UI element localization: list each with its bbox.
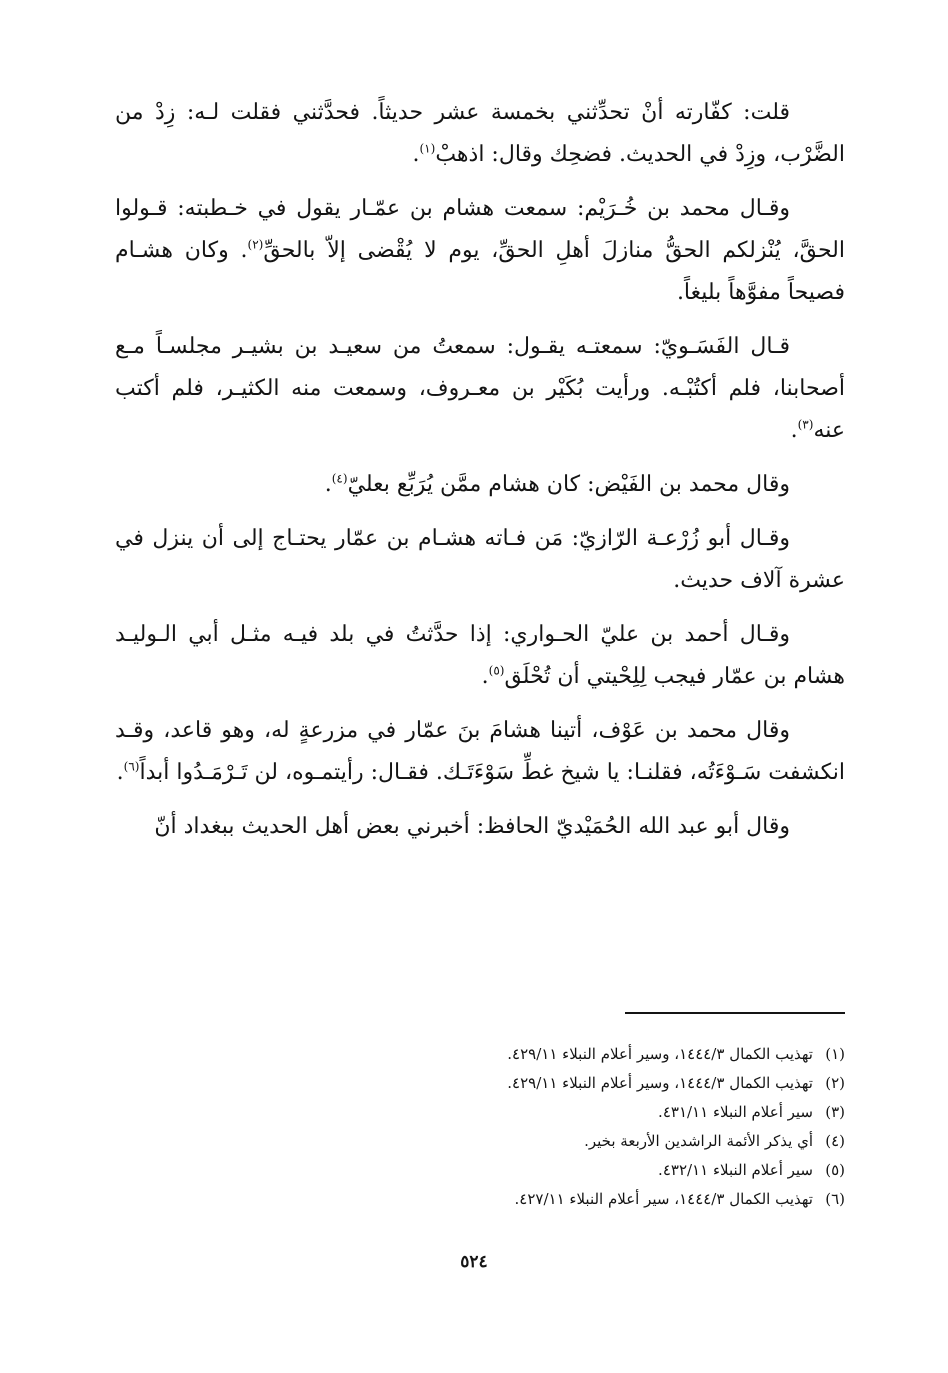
paragraph-tail: . <box>324 472 332 497</box>
footnote-ref-6: (٦) <box>123 759 140 774</box>
footnote-divider <box>625 1012 845 1014</box>
footnote-text: تهذيب الكمال ١٤٤٤/٣، سير أعلام النبلاء ٤٢٧/١١. <box>514 1190 813 1208</box>
footnote-item <box>300 1156 845 1185</box>
footnote-number: (٤) <box>825 1132 845 1150</box>
footnote-text: تهذيب الكمال ١٤٤٤/٣، وسير أعلام النبلاء ٤٢٩/١١. <box>507 1074 813 1092</box>
footnote-text: أي يذكر الأئمة الراشدين الأربعة بخير. <box>584 1132 813 1150</box>
paragraph-text: وقال أبو عبد الله الحُمَيْديّ الحافظ: أخبرني بعض أهل الحديث ببغداد أنّ <box>154 814 790 839</box>
paragraph-7 <box>115 710 845 794</box>
paragraph-2 <box>115 188 845 314</box>
footnote-number: (٥) <box>825 1161 845 1179</box>
footnote-item <box>300 1098 845 1127</box>
footnote-ref-4: (٤) <box>331 471 348 486</box>
footnote-item <box>300 1069 845 1098</box>
paragraph-1 <box>115 92 845 176</box>
footnote-item <box>300 1185 845 1214</box>
paragraph-tail: . <box>412 142 420 167</box>
footnote-ref-1: (١) <box>419 141 436 156</box>
footnote-ref-3: (٣) <box>797 417 814 432</box>
footnote-text: سير أعلام النبلاء ٤٣١/١١. <box>658 1103 813 1121</box>
paragraph-8 <box>115 806 845 848</box>
footnote-ref-5: (٥) <box>488 663 505 678</box>
footnote-item <box>300 1127 845 1156</box>
paragraph-4 <box>115 464 845 506</box>
paragraph-text: قـال الفَسَـويّ: سمعتـه يقـول: سمعتُ من سعيـد بن بشيـر مجلسـاً مـع أصحابنا، فلم أكتُبْـه. ورأيت بُكَيْر بن معـروف، وسمعت منه الكثيـر، فلم أكتب عنه <box>115 334 845 443</box>
footnote-number: (٢) <box>825 1074 845 1092</box>
paragraph-text: قلت: كفّارته أنْ تحدِّثني بخمسة عشر حديثاً. فحدَّثني فقلت لـه: زِدْ من الضَّرْب، وزِدْ في الحديث. فضحِك وقال: اذهبْ <box>115 100 845 167</box>
main-text <box>115 92 845 848</box>
footnote-text: سير أعلام النبلاء ٤٣٢/١١. <box>658 1161 813 1179</box>
paragraph-6 <box>115 614 845 698</box>
page-number: ٥٢٤ <box>460 1252 488 1272</box>
footnote-number: (١) <box>825 1045 845 1063</box>
footnote-ref-2: (٢) <box>247 237 264 252</box>
paragraph-text: وقـال أبو زُرْعـة الرّازيّ: مَن فـاته هشـام بن عمّار يحتـاج إلى أن ينزل في عشرة آلاف حديث. <box>115 526 845 593</box>
paragraph-text: وقال محمد بن عَوْف، أتينا هشامَ بنَ عمّار في مزرعةٍ له، وهو قاعد، وقـد انكشفت سَـوْءَتُه، فقلنـا: يا شيخ غطِّ سَوْءَتَـك. فقـال: رأيتمـوه، لن تَـرْمَـدُوا أبداً <box>115 718 845 785</box>
footnote-number: (٦) <box>825 1190 845 1208</box>
paragraph-tail: . <box>790 418 798 443</box>
paragraph-text: وقال محمد بن الفَيْض: كان هشام ممَّن يُرَبِّع بعليّ <box>347 472 790 497</box>
paragraph-5 <box>115 518 845 602</box>
paragraph-tail: . <box>116 760 124 785</box>
paragraph-tail: . <box>481 664 489 689</box>
footnote-text: تهذيب الكمال ١٤٤٤/٣، وسير أعلام النبلاء ٤٢٩/١١. <box>507 1045 813 1063</box>
footnotes-list <box>300 1040 845 1214</box>
paragraph-tail: . وكان هشـام فصيحاً مفوَّهاً بليغاً. <box>115 238 845 305</box>
paragraph-3 <box>115 326 845 452</box>
paragraph-text: وقـال أحمد بن عليّ الحـواري: إذا حدَّثتُ في بلد فيـه مثـل أبي الـوليـد هشام بن عمّار فيجب لِلِحْيتي أن تُحْلَق <box>115 622 845 689</box>
footnote-number: (٣) <box>825 1103 845 1121</box>
paragraph-text: وقـال محمد بن خُـرَيْم: سمعت هشام بن عمّـار يقول في خـطبته: قـولوا الحقَّ، يُنْزلكم الحقُّ منازلَ أهلِ الحقِّ، يوم لا يُقْضى إلاّ بالحقِّ <box>115 196 845 263</box>
footnote-item <box>300 1040 845 1069</box>
